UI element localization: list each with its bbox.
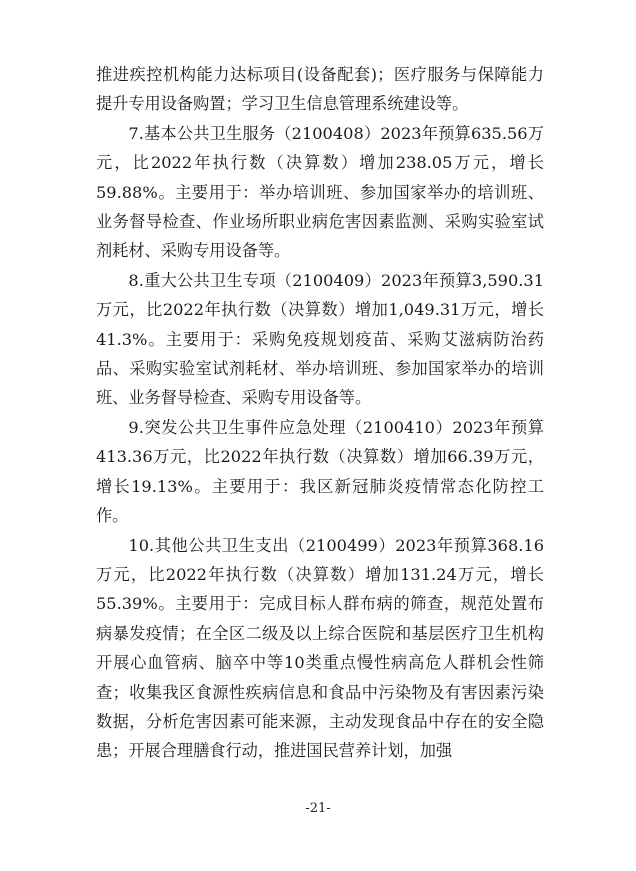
paragraph-item-9: 9.突发公共卫生事件应急处理（2100410）2023年预算413.36万元，比2022年执行数（决算数）增加66.39万元，增长19.13%。主要用于：我区新冠肺炎疫情常态化防控工作。 — [96, 417, 544, 526]
page-number: -21- — [305, 801, 331, 816]
paragraph-continuation: 推进疾控机构能力达标项目(设备配套)；医疗服务与保障能力提升专用设备购置；学习卫生信息管理系统建设等。 — [96, 65, 544, 114]
body-text — [96, 60, 544, 766]
paragraph-item-7: 7.基本公共卫生服务（2100408）2023年预算635.56万元，比2022年执行数（决算数）增加238.05万元，增长59.88%。主要用于：举办培训班、参加国家举办的培训班、业务督导检查、作业场所职业病危害因素监测、采购实验室试剂耗材、采购专用设备等。 — [96, 123, 544, 261]
paragraph-item-8: 8.重大公共卫生专项（2100409）2023年预算3,590.31万元，比2022年执行数（决算数）增加1,049.31万元，增长41.3%。主要用于：采购免疫规划疫苗、采购艾滋病防治药品、采购实验室试剂耗材、举办培训班、参加国家举办的培训班、业务督导检查、采购专用设备等。 — [96, 270, 544, 408]
paragraph-item-10: 10.其他公共卫生支出（2100499）2023年预算368.16万元，比2022年执行数（决算数）增加131.24万元，增长55.39%。主要用于：完成目标人群布病的筛查，规范处置布病暴发疫情；在全区二级及以上综合医院和基层医疗卫生机构开展心血管病、脑卒中等10类重点慢性病高危人群机会性筛查；收集我区食源性疾病信息和食品中污染物及有害因素污染数据，分析危害因素可能来源，主动发现食品中存在的安全隐患；开展合理膳食行动，推进国民营养计划，加强 — [96, 535, 544, 761]
